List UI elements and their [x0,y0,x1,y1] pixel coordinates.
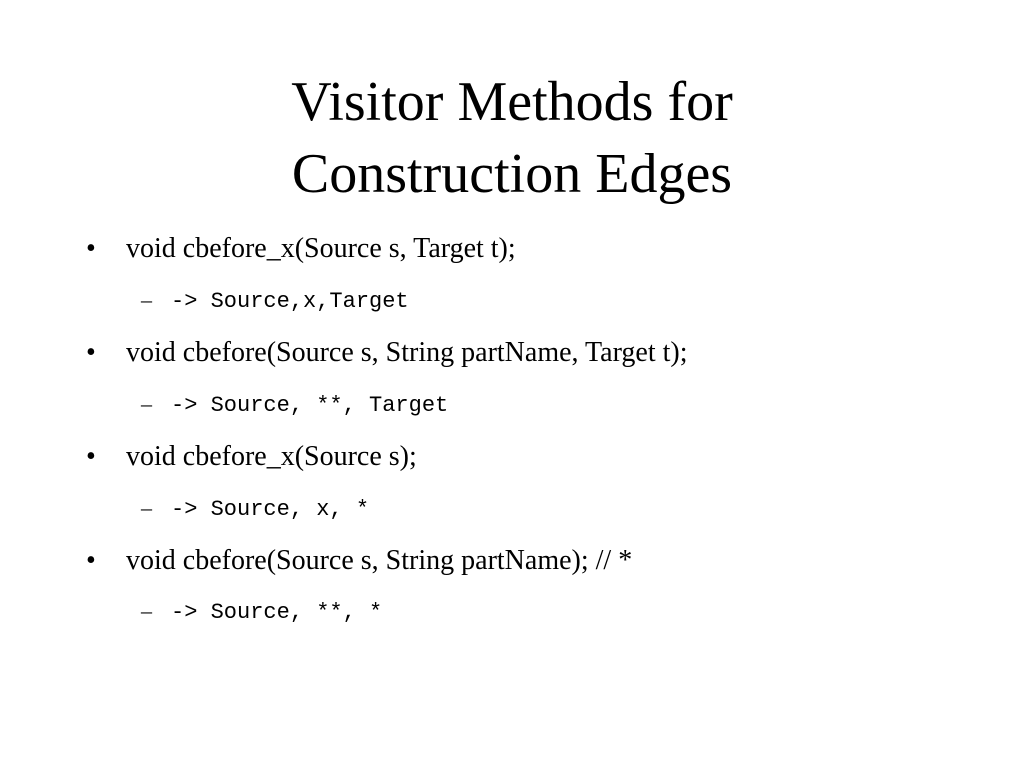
bullet-item [86,545,632,577]
bullet-text: void cbefore_x(Source s); [126,441,417,472]
bullet-dot-icon: • [86,545,96,576]
title-line-1: Visitor Methods for [291,71,733,133]
bullet-dot-icon: • [86,441,96,472]
sub-dash-icon: – [141,495,152,520]
bullet-item [86,337,688,369]
sub-text: -> Source, **, Target [171,393,449,418]
bullet-dot-icon: • [86,337,96,368]
bullet-dot-icon: • [86,233,96,264]
bullet-text: void cbefore_x(Source s, Target t); [126,233,516,264]
sub-dash-icon: – [141,287,152,312]
bullet-text: void cbefore(Source s, String partName); // * [126,545,633,576]
sub-item [141,390,448,420]
slide-title [0,66,1024,210]
sub-dash-icon: – [141,391,152,416]
sub-text: -> Source,x,Target [171,289,409,314]
bullet-item [86,233,516,265]
sub-item [141,494,369,524]
sub-text: -> Source, **, * [171,600,383,625]
bullet-text: void cbefore(Source s, String partName, Target t); [126,337,688,368]
sub-text: -> Source, x, * [171,497,370,522]
sub-item [141,286,409,316]
bullet-item [86,441,417,473]
sub-item [141,597,382,627]
sub-dash-icon: – [141,598,152,623]
title-line-2: Construction Edges [291,143,733,205]
